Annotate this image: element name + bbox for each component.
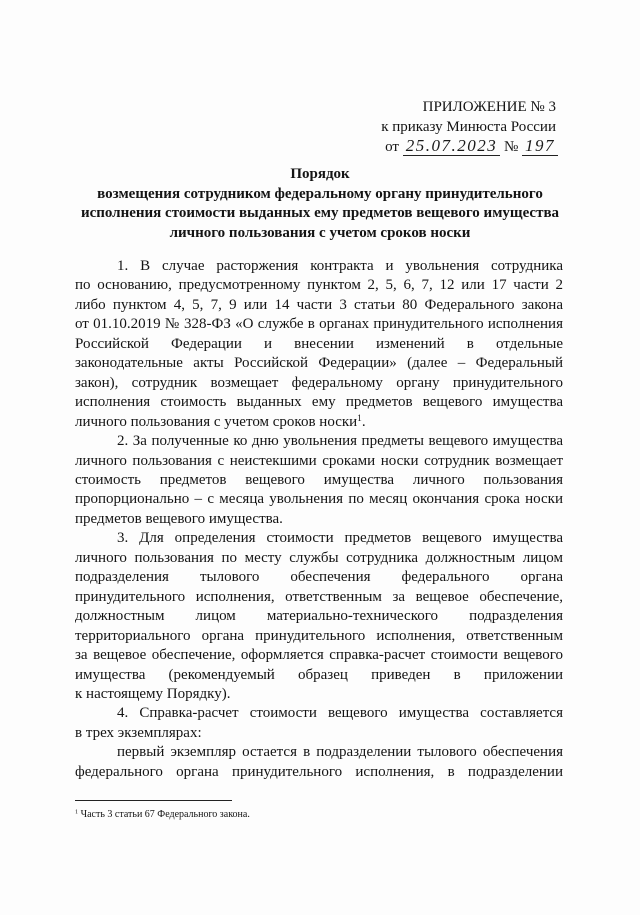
paragraph-1 (75, 257, 563, 432)
body-line: закон), сотрудник возмещает федеральному органу принудительного (75, 374, 563, 391)
paragraph-5 (75, 743, 563, 782)
body-line: 3. Для определения стоимости предметов вещевого имущества (117, 530, 563, 547)
footnote-text: Часть 3 статьи 67 Федерального закона. (80, 809, 250, 820)
body-line: принудительного исполнения, ответственным за вещевое обеспечение, (75, 588, 563, 605)
body-line: либо пунктом 4, 5, 7, 9 или 14 части 3 статьи 80 Федерального закона (75, 296, 563, 313)
order-reference: к приказу Минюста России (381, 119, 556, 135)
footnote (75, 808, 250, 822)
body-line: первый экземпляр остается в подразделении тылового обеспечения (117, 744, 563, 761)
body-line: исполнения стоимость выданных ему предметов вещевого имущества (75, 394, 563, 411)
body-line: территориального органа принудительного исполнения, ответственным (75, 627, 563, 644)
document-title (75, 165, 565, 243)
paragraph-4 (75, 704, 563, 743)
body-line: имущества (рекомендуемый образец приведен в приложении (75, 666, 563, 683)
body-line: стоимость предметов вещевого имущества личного пользования (75, 471, 563, 488)
body-line: к настоящему Порядку). (75, 685, 231, 702)
title-line: исполнения стоимости выданных ему предметов вещевого имущества (80, 205, 560, 221)
body-line: от 01.10.2019 № 328-ФЗ «О службе в органах принудительного исполнения (75, 316, 563, 333)
body-line: предметов вещевого имущества. (75, 510, 283, 527)
date-prefix: от (385, 139, 399, 155)
order-date-line (385, 136, 558, 158)
body-line: федерального органа принудительного исполнения, в подразделении (75, 763, 563, 780)
body-line (75, 413, 563, 432)
footnote-separator (75, 800, 232, 801)
body-line: Российской Федерации и внесении изменений в отдельные (75, 335, 563, 352)
appendix-label: ПРИЛОЖЕНИЕ № 3 (422, 99, 556, 115)
body-line: 2. За полученные ко дню увольнения предметы вещевого имущества (117, 433, 563, 450)
body-line: в трех экземплярах: (75, 724, 202, 741)
handwritten-date: 25.07.2023 (403, 136, 501, 156)
body-line-punctuation: . (361, 413, 366, 430)
footnote-marker: 1 (75, 808, 79, 816)
title-line: личного пользования с учетом сроков носки (169, 224, 471, 241)
body-line: личного пользования с неистекшими сроками носки сотрудник возмещает (75, 452, 563, 469)
body-line: подразделения тылового обеспечения федерального органа (75, 569, 563, 586)
body-line: личного пользования по месту службы сотрудника должностным лицом (75, 549, 563, 566)
body-line: по основанию, предусмотренному пунктом 2, 5, 6, 7, 12 или 17 части 2 (75, 277, 563, 294)
body-line: за вещевое обеспечение, оформляется справка-расчет стоимости вещевого (75, 647, 563, 664)
body-line: 1. В случае расторжения контракта и увольнения сотрудника (117, 258, 563, 274)
footnote-reference: 1 (357, 413, 362, 424)
paragraph-2 (75, 432, 563, 529)
handwritten-number: 197 (522, 136, 558, 156)
body-line-text: личного пользования с учетом сроков носки (75, 413, 358, 430)
body-line: должностным лицом материально-технического подразделения (75, 608, 563, 625)
paragraph-3 (75, 529, 563, 704)
body-line: 4. Справка-расчет стоимости вещевого имущества составляется (117, 705, 563, 722)
document-body (75, 257, 563, 782)
title-line: возмещения сотрудником федеральному органу принудительного (97, 185, 543, 202)
number-sign: № (503, 139, 519, 155)
body-line: законодательные акты Российской Федерации» (далее – Федеральный (75, 355, 563, 372)
body-line: пропорционально – с месяца увольнения по месяц окончания срока носки (75, 491, 563, 508)
title-heading: Порядок (290, 166, 350, 182)
